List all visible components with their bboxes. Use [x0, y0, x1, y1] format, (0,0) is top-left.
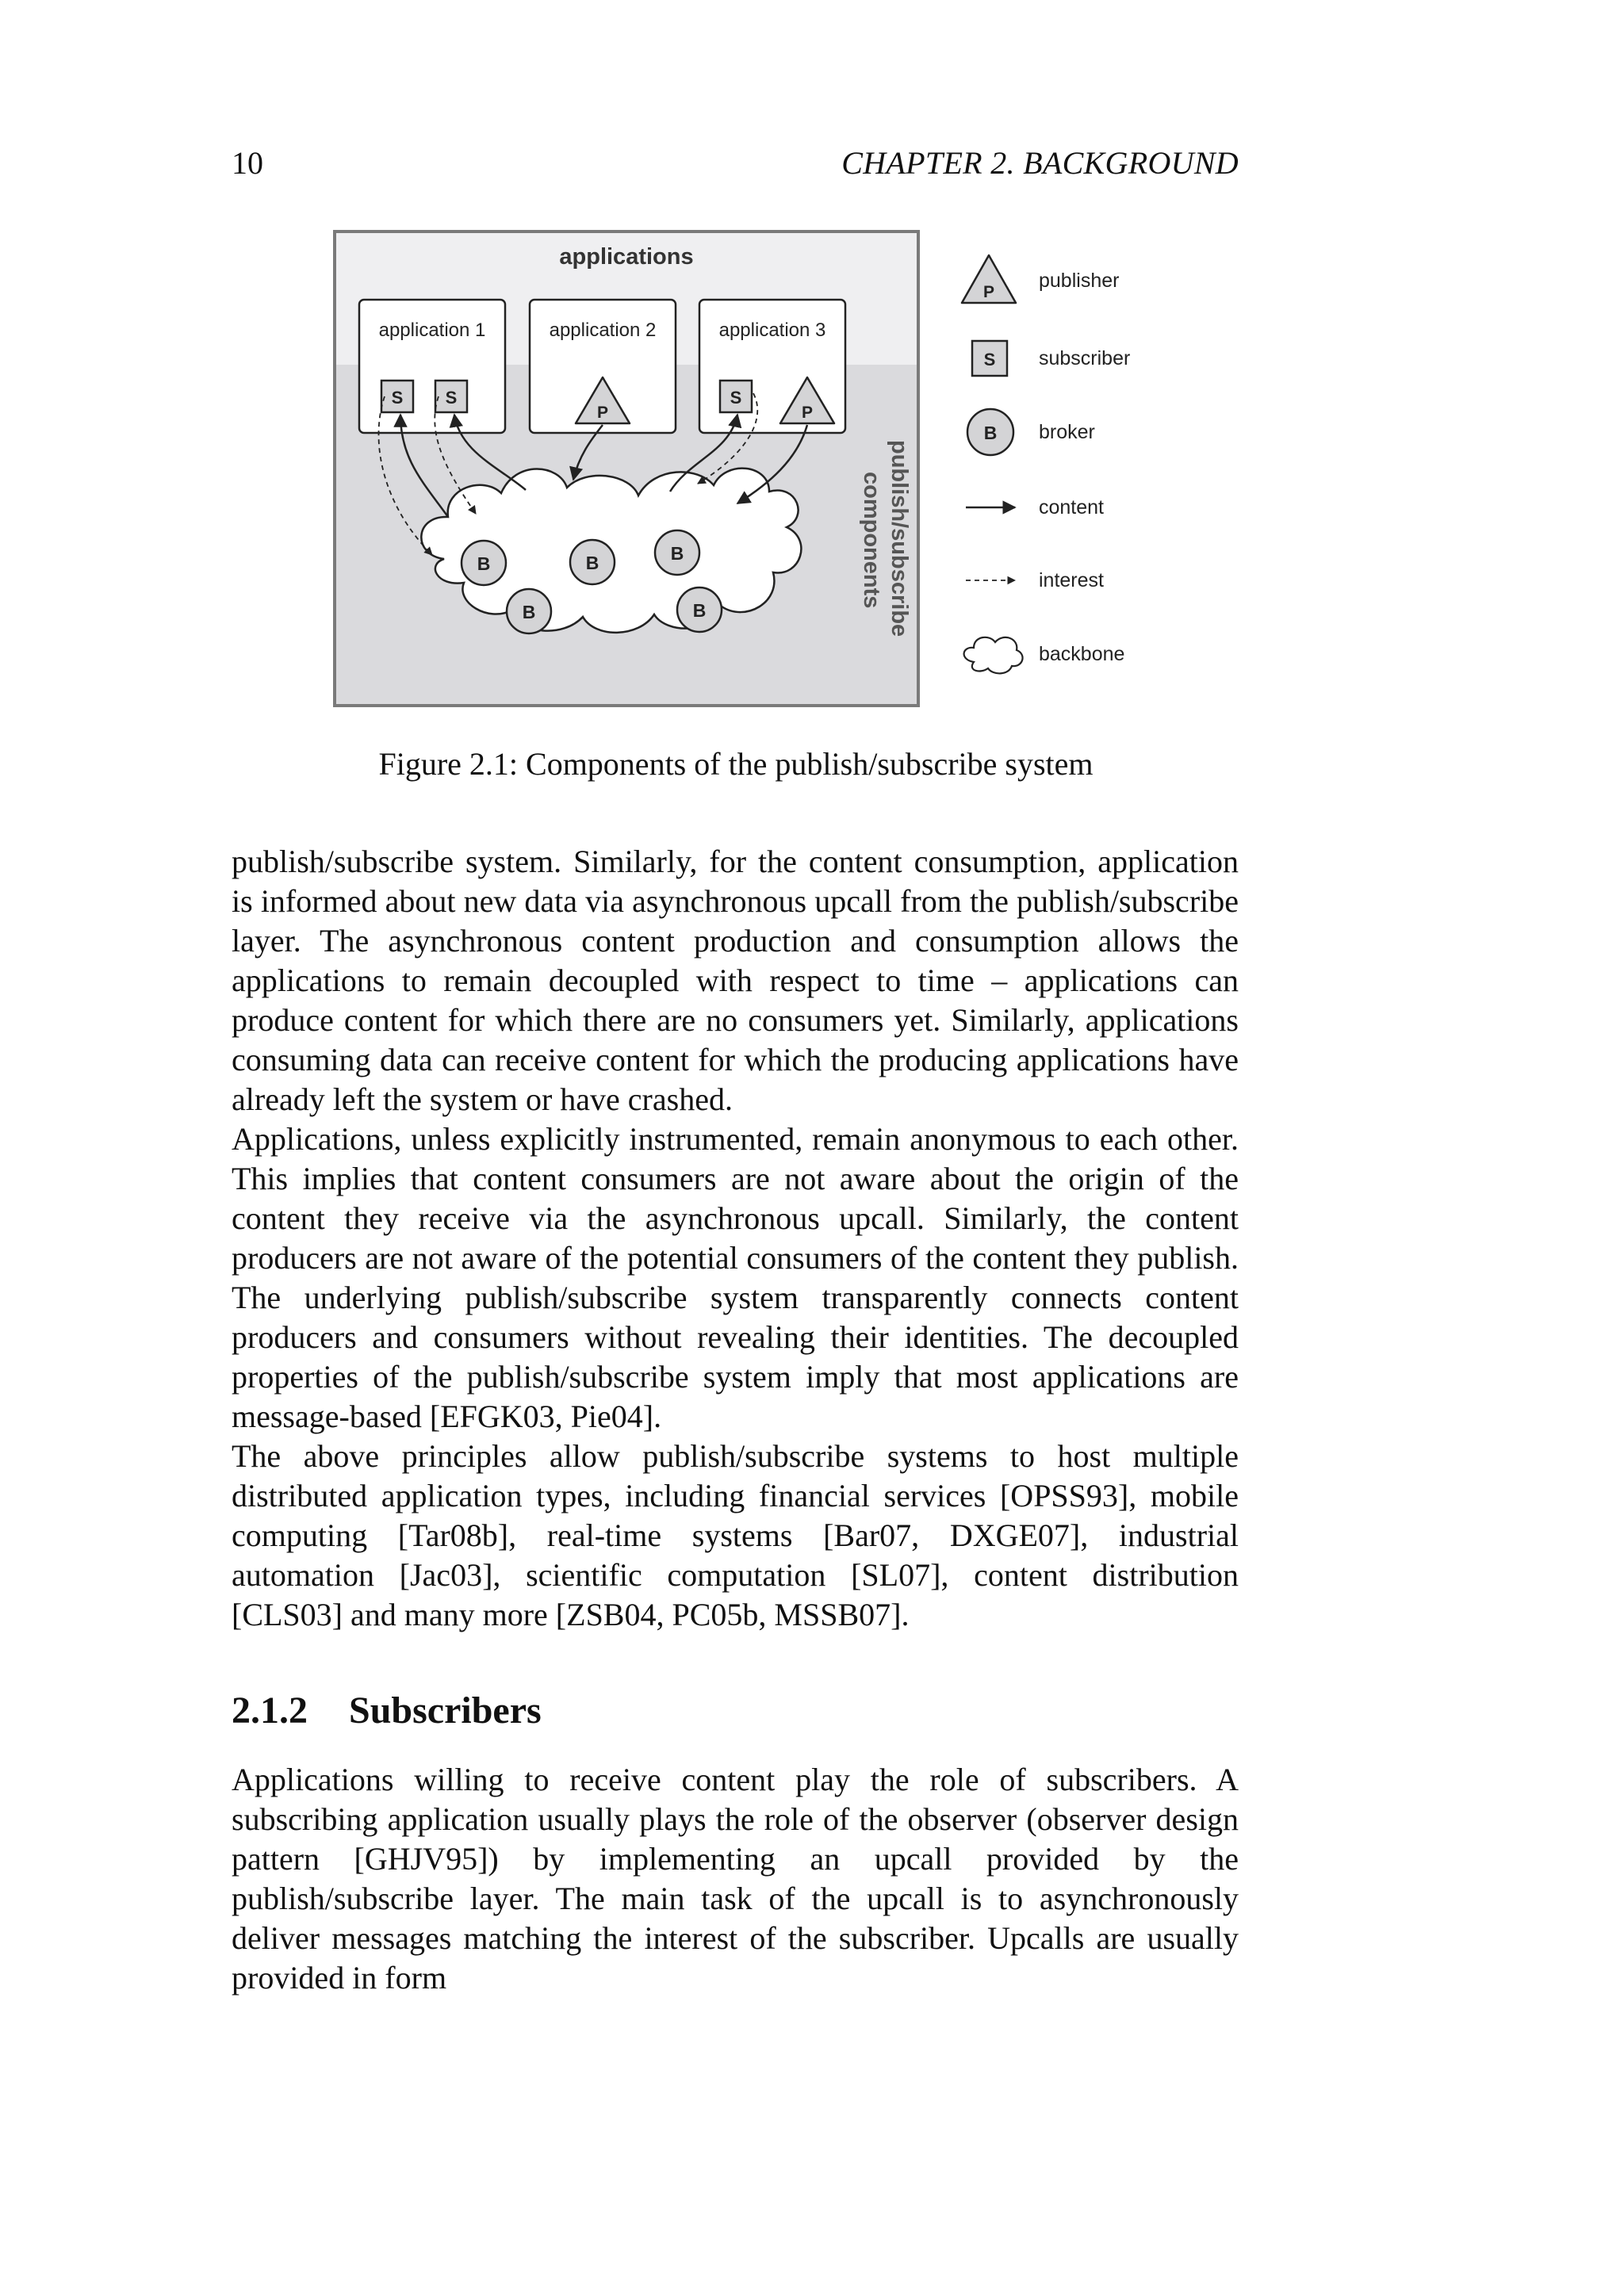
- section-paragraph: [232, 1760, 1239, 1998]
- svg-text:P: P: [596, 404, 609, 422]
- svg-text:backbone: backbone: [1039, 643, 1125, 665]
- section-number: 2.1.2: [232, 1689, 308, 1732]
- application-2-label: application 2: [549, 320, 657, 341]
- paragraph: Applications willing to receive content play the role of subscribers. A subscribing application usually plays the role of the observer (observer design pattern [GHJV95]) by implementing an upcall provided by the publish/subscribe layer. The main task of the upcall is to asynchronously deliver messages matching the interest of the subscriber. Upcalls are usually provided in form: [232, 1762, 1239, 1996]
- paragraph: Applications, unless explicitly instrumented, remain anonymous to each other. This implies that content consumers are not aware about the origin of the content they receive via the asynchronous upcall. Similarly, the content producers are not aware of the potential consumers of the content they publish. The underlying publish/subscribe system transparently connects content producers and consumers without revealing their identities. The decoupled properties of the publish/subscribe system imply that most applications are message-based [EFGK03, Pie04].: [232, 1121, 1239, 1434]
- legend-interest: [966, 569, 1104, 591]
- legend-broker: [967, 409, 1095, 455]
- svg-text:B: B: [670, 543, 684, 564]
- svg-text:publisher: publisher: [1039, 270, 1120, 292]
- running-head: CHAPTER 2. BACKGROUND: [841, 145, 1239, 181]
- section-title: Subscribers: [349, 1689, 542, 1732]
- svg-text:B: B: [522, 602, 536, 622]
- broker-symbol: [462, 541, 506, 585]
- legend-publisher: [962, 255, 1119, 303]
- figure-pubsub-components: [325, 222, 1174, 721]
- svg-text:subscriber: subscriber: [1039, 347, 1131, 369]
- subscriber-symbol: [435, 381, 467, 412]
- svg-text:B: B: [983, 423, 998, 443]
- figure-caption: Figure 2.1: Components of the publish/subscribe system: [378, 746, 1094, 782]
- applications-label: applications: [559, 244, 694, 270]
- application-3-label: application 3: [718, 320, 826, 341]
- svg-text:components: components: [859, 472, 884, 609]
- broker-symbol: [507, 589, 551, 633]
- svg-text:broker: broker: [1039, 421, 1095, 443]
- svg-text:B: B: [585, 553, 599, 573]
- svg-text:S: S: [445, 388, 458, 408]
- svg-text:S: S: [983, 350, 996, 369]
- section-heading: [232, 1689, 542, 1732]
- svg-text:content: content: [1039, 496, 1105, 519]
- broker-symbol: [655, 530, 699, 575]
- svg-text:interest: interest: [1039, 569, 1104, 591]
- page-number: 10: [232, 145, 263, 181]
- svg-text:S: S: [391, 388, 404, 408]
- legend-subscriber: [972, 341, 1130, 376]
- svg-text:P: P: [982, 283, 995, 301]
- paragraph: The above principles allow publish/subscribe systems to host multiple distributed application types, including financial services [OPSS93], mobile computing [Tar08b], real-time systems [Bar07, DXGE07], industrial automation [Jac03], scientific computation [SL07], content distribution [CLS03] and many more [ZSB04, PC05b, MSSB07].: [232, 1438, 1239, 1632]
- svg-text:S: S: [730, 388, 742, 408]
- broker-symbol: [677, 587, 722, 632]
- paragraph: publish/subscribe system. Similarly, for the content consumption, application is informed about new data via asynchronous upcall from the publish/subscribe layer. The asynchronous content production and consumption allows the applications to remain decoupled with respect to time – applications can produce content for which there are no consumers yet. Similarly, applications consuming data can receive content for which the producing applications have already left the system or have crashed.: [232, 844, 1239, 1117]
- subscriber-symbol: [381, 381, 413, 412]
- legend: [962, 255, 1130, 673]
- application-1-label: application 1: [378, 320, 486, 341]
- subscriber-symbol: [720, 381, 752, 412]
- legend-content: [966, 496, 1104, 519]
- pubsub-diagram: [325, 222, 1174, 721]
- legend-backbone: [964, 637, 1125, 674]
- svg-text:P: P: [801, 404, 814, 422]
- svg-text:B: B: [477, 553, 491, 574]
- broker-symbol: [570, 540, 615, 584]
- svg-text:B: B: [692, 600, 707, 621]
- body-paragraphs: [232, 842, 1239, 1635]
- svg-text:publish/subscribe: publish/subscribe: [887, 440, 912, 637]
